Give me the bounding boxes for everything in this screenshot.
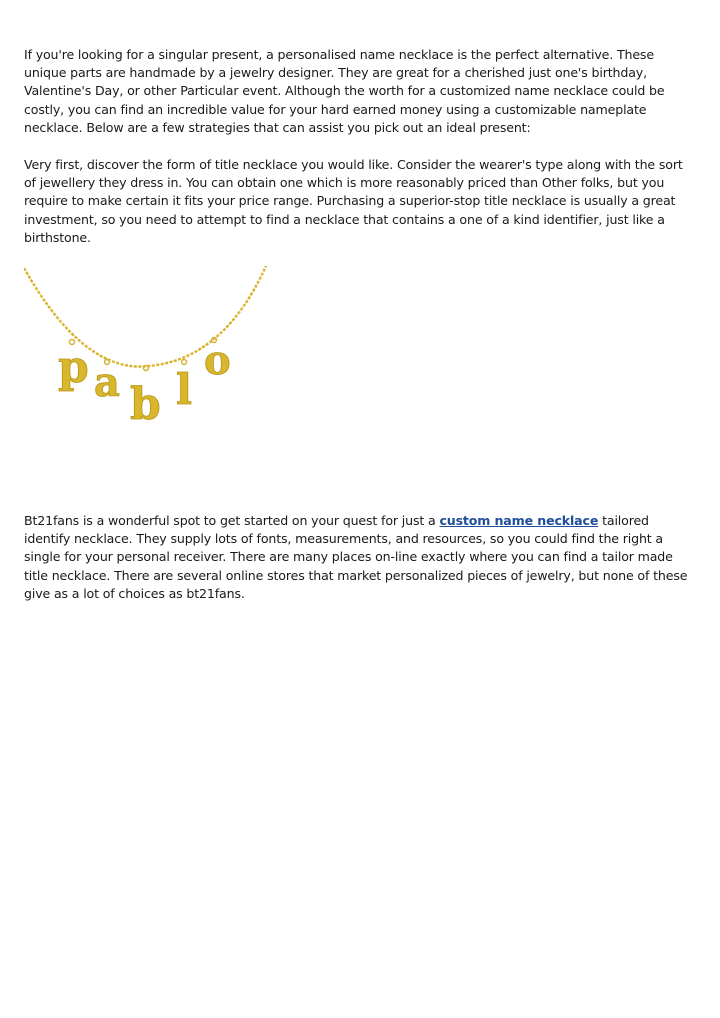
name-necklace-image: [24, 264, 268, 424]
necklace-illustration: [24, 264, 268, 424]
letter-charm: o: [204, 337, 231, 384]
letter-charm: l: [176, 365, 192, 414]
paragraph-bt21fans: [24, 512, 696, 603]
letter-charm: b: [130, 379, 161, 424]
paragraph-necklace-type: Very first, discover the form of title necklace you would like. Consider the wearer's type along with the sort of jewellery they dress in. You can obtain one which is more reasonably priced than Other folks, but you require to make certain it fits your price range. Purchasing a superior-stop title necklace is usually a great investment, so you need to attempt to find a necklace that contains a one of a kind identifier, just like a birthstone.: [24, 157, 683, 245]
paragraph-intro: If you're looking for a singular present, a personalised name necklace is the perfect alternative. These unique parts are handmade by a jewelry designer. They are great for a cherished just one's birthday, Valentine's Day, or other Particular event. Although the worth for a customized name necklace could be costly, you can find an incredible value for your hard earned money using a customizable nameplate necklace. Below are a few strategies that can assist you pick out an ideal present:: [24, 47, 665, 135]
text-segment: Bt21fans is a wonderful spot to get started on your quest for just a: [24, 513, 440, 528]
text-segment: tailored identify necklace. They supply lots of fonts, measurements, and resources, so you could find the right a single for your personal receiver. There are many places on-line exactly where you can find a tailor made title necklace. There are several online stores that market personalized pieces of jewelry, but none of these give as a lot of choices as bt21fans.: [24, 513, 688, 601]
letter-charm: p: [58, 342, 89, 393]
letter-charm: a: [94, 359, 120, 406]
custom-name-necklace-link[interactable]: custom name necklace: [439, 513, 599, 528]
